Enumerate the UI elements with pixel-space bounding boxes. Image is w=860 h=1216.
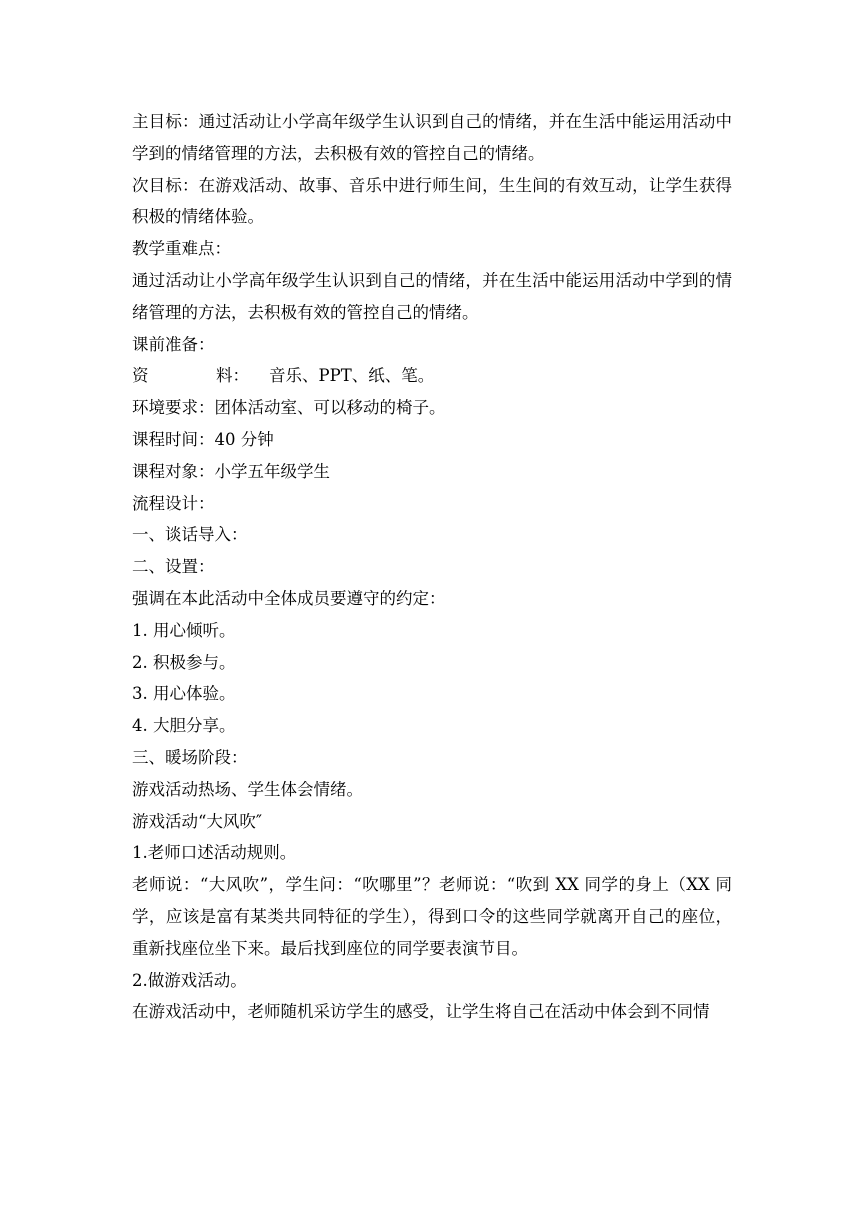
resources-value: 音乐、PPT、纸、笔。 xyxy=(269,366,435,386)
rule-item-2: 2. 积极参与。 xyxy=(132,652,236,672)
resources-label-second: 料： xyxy=(216,366,249,386)
key-points-paragraph: 通过活动让小学高年级学生认识到自己的情绪，并在生活中能运用活动中学到的情绪管理的方法，去积极有效的管控自己的情绪。 xyxy=(132,270,732,322)
environment-line: 环境要求：团体活动室、可以移动的椅子。 xyxy=(132,398,446,418)
resources-label-first: 资 xyxy=(132,366,149,386)
rule-item-3: 3. 用心体验。 xyxy=(132,684,236,704)
rule-item-4: 4. 大胆分享。 xyxy=(132,716,236,736)
audience-line: 课程对象：小学五年级学生 xyxy=(132,461,330,481)
section-3-heading: 三、暖场阶段： xyxy=(132,747,248,767)
game-title: 游戏活动“大风吹″ xyxy=(132,811,263,831)
warmup-description: 游戏活动热场、学生体会情绪。 xyxy=(132,779,363,799)
resources-line xyxy=(132,360,732,392)
step-2-detail: 在游戏活动中，老师随机采访学生的感受，让学生将自己在活动中体会到不同情 xyxy=(132,1002,710,1022)
document-body xyxy=(132,106,732,1028)
section-1-heading: 一、谈话导入： xyxy=(132,525,248,545)
rule-item-1: 1. 用心倾听。 xyxy=(132,620,236,640)
prep-heading: 课前准备： xyxy=(132,334,215,354)
main-goal-paragraph: 主目标：通过活动让小学高年级学生认识到自己的情绪，并在生活中能运用活动中学到的情绪管理的方法，去积极有效的管控自己的情绪。 xyxy=(132,112,732,163)
secondary-goal-paragraph: 次目标：在游戏活动、故事、音乐中进行师生间，生生间的有效互动，让学生获得积极的情绪体验。 xyxy=(132,175,732,227)
step-1-detail: 老师说：“大风吹”，学生问：“吹哪里”？老师说：“吹到 XX 同学的身上（XX 同学，应该是富有某类共同特征的学生），得到口令的这些同学就离开自己的座位，重新找座位坐下来。最后找到座位的同学要表演节目。 xyxy=(132,875,732,958)
section-2-heading: 二、设置： xyxy=(132,557,215,577)
step-2-heading: 2.做游戏活动。 xyxy=(132,970,247,990)
duration-line: 课程时间：40 分钟 xyxy=(132,429,274,449)
rules-intro: 强调在本此活动中全体成员要遵守的约定： xyxy=(132,588,446,608)
key-points-heading: 教学重难点： xyxy=(132,239,231,259)
step-1-heading: 1.老师口述活动规则。 xyxy=(132,843,297,863)
flow-heading: 流程设计： xyxy=(132,493,215,513)
